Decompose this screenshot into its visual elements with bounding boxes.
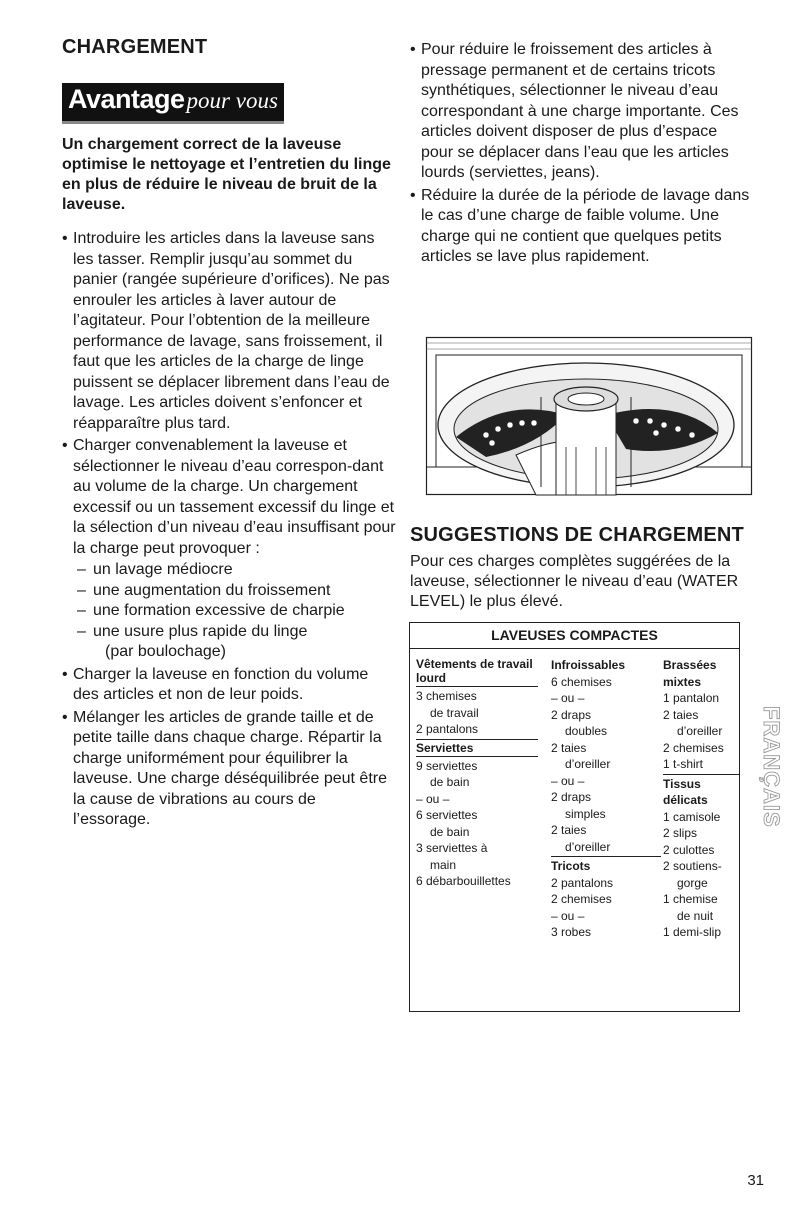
list-item: 2 chemises <box>663 740 724 755</box>
bullet-item <box>62 436 397 663</box>
list-item: 6 chemises <box>551 674 612 689</box>
list-item: 1 chemise <box>663 892 718 906</box>
list-item: 2 pantalons <box>416 721 538 740</box>
bullet-text: Charger la laveuse en fonction du volume des articles et non de leur poids. <box>73 665 369 703</box>
list-item: 3 serviettes à <box>416 841 488 855</box>
bullet-item <box>410 186 750 268</box>
dash-item: – une formation excessive de charpie <box>73 601 397 622</box>
column-subheader: Tricots <box>551 859 591 873</box>
section-heading: CHARGEMENT <box>62 36 208 58</box>
list-item: 1 t-shirt <box>663 756 739 775</box>
list-item: 6 débarbouillettes <box>416 874 511 888</box>
list-item-continued: de nuit <box>677 908 714 923</box>
column-header: Vêtements de travail lourd <box>416 657 538 687</box>
list-item: 1 demi-slip <box>663 925 722 939</box>
dash-item: – une usure plus rapide du linge <box>73 622 397 643</box>
bullet-text: Introduire les articles dans la laveuse sans les tasser. Remplir jusqu’au sommet du panier (rangée supérieure d’orifices). Ne pas enrouler les articles à laver autour de l’agitateur. Pour l’obtention de la meilleure performance de lavage, sans froissement, il faut que les articles de la charge de linge puissent se déplacer librement dans l’eau de lavage. Les articles doivent s’enfoncer et réapparaître plus tard. <box>73 230 390 432</box>
list-item-continued: gorge <box>677 875 708 890</box>
table-column-mixed <box>663 657 739 941</box>
list-item: 2 soutiens- <box>663 859 722 873</box>
column-header: Brassées mixtes <box>663 658 717 689</box>
list-item: 2 slips <box>663 826 698 840</box>
suggestions-text: Pour ces charges complètes suggérées de la laveuse, sélectionner le niveau d’eau (WATER LEVEL) le plus élevé. <box>410 553 739 610</box>
list-item-continued: de bain <box>430 824 470 839</box>
bullet-text: Mélanger les articles de grande taille et de petite taille dans chaque charge. Répartir la charge uniformément pour équilibrer la laveuse. Une charge déséquilibrée peut être la cause de vibrations au cours de l’essorage. <box>73 708 387 828</box>
washer-tub-illustration <box>426 337 752 495</box>
right-tips-list <box>410 40 750 268</box>
bullet-item <box>62 665 397 706</box>
page-number: 31 <box>747 1172 764 1189</box>
list-item-continued: d’oreiller <box>551 839 661 858</box>
left-column <box>62 36 397 833</box>
bullet-text: Pour réduire le froissement des articles à pressage permanent et de certains tricots synthétiques, sélectionner le niveau d’eau correspondant à une charge importante. Ces articles doivent disposer de plus d’espace pour se déplacer dans l’eau que les articles lourds (serviettes, jeans). <box>421 41 739 181</box>
or-separator: – ou – <box>551 908 585 923</box>
list-item-continued: d’oreiller <box>565 757 611 771</box>
table-title: LAVEUSES COMPACTES <box>410 623 739 649</box>
badge-main-text: Avantage <box>68 84 185 114</box>
consequence-list <box>73 560 397 663</box>
list-item: 2 chemises <box>551 892 612 906</box>
badge-sub-text: pour vous <box>186 88 278 113</box>
list-item-continued: de travail <box>430 705 479 720</box>
table-column-permanent-press <box>551 657 661 941</box>
list-item: 6 serviettes <box>416 808 478 822</box>
dash-item: – un lavage médiocre <box>73 560 397 581</box>
list-item: 1 camisole <box>663 809 721 824</box>
language-label: FRANÇAIS <box>759 706 784 828</box>
bullet-text: Réduire la durée de la période de lavage dans le cas d’une charge de faible volume. Une charge qui ne contient que quelques petits articles se lave plus rapidement. <box>421 186 750 265</box>
list-item: 3 chemises <box>416 689 477 703</box>
bullet-item <box>62 708 397 831</box>
or-separator: – ou – <box>551 773 585 788</box>
list-item: 3 robes <box>551 925 592 939</box>
list-item-continued: d’oreiller <box>677 724 723 738</box>
column-subheader: Tissus délicats <box>663 776 708 807</box>
suggestions-heading: SUGGESTIONS DE CHARGEMENT <box>410 524 744 546</box>
language-side-tab <box>752 702 784 888</box>
avantage-badge <box>62 83 284 121</box>
right-column <box>410 40 750 270</box>
table-column-heavy <box>416 657 538 890</box>
list-item: 2 draps <box>551 707 592 722</box>
or-separator: – ou – <box>416 791 450 806</box>
list-item: 1 pantalon <box>663 691 720 705</box>
column-header: Infroissables <box>551 658 626 672</box>
list-item-continued: doubles <box>565 724 608 738</box>
bullet-text: Charger convenablement la laveuse et sélectionner le niveau d’eau correspon-dant au volume de la charge. Un chargement excessif ou un tassement excessif du linge et la sélection d’un niveau d’eau insuffisant pour la charge peut provoquer : <box>73 437 396 557</box>
bullet-item <box>410 40 750 184</box>
list-item-continued: simples <box>565 806 606 821</box>
column-subheader: Serviettes <box>416 741 538 757</box>
load-suggestions-table <box>409 622 740 1012</box>
list-item-continued: de bain <box>430 775 470 789</box>
list-item: 9 serviettes <box>416 758 478 773</box>
list-item: 2 taies <box>551 740 587 755</box>
list-item: 2 taies <box>551 823 587 837</box>
list-item: 2 culottes <box>663 842 715 857</box>
dash-item: – une augmentation du froissement <box>73 581 397 602</box>
or-separator: – ou – <box>551 691 585 705</box>
bullet-item <box>62 229 397 434</box>
dash-item-continued: (par boulochage) <box>105 643 226 660</box>
list-item: 2 draps <box>551 790 592 804</box>
list-item: 2 taies <box>663 707 699 722</box>
list-item-continued: main <box>430 857 457 872</box>
list-item: 2 pantalons <box>551 875 614 890</box>
intro-paragraph: Un chargement correct de la laveuse optimise le nettoyage et l’entretien du linge en plus de réduire le niveau de bruit de la laveuse. <box>62 136 391 213</box>
loading-tips-list <box>62 229 397 831</box>
